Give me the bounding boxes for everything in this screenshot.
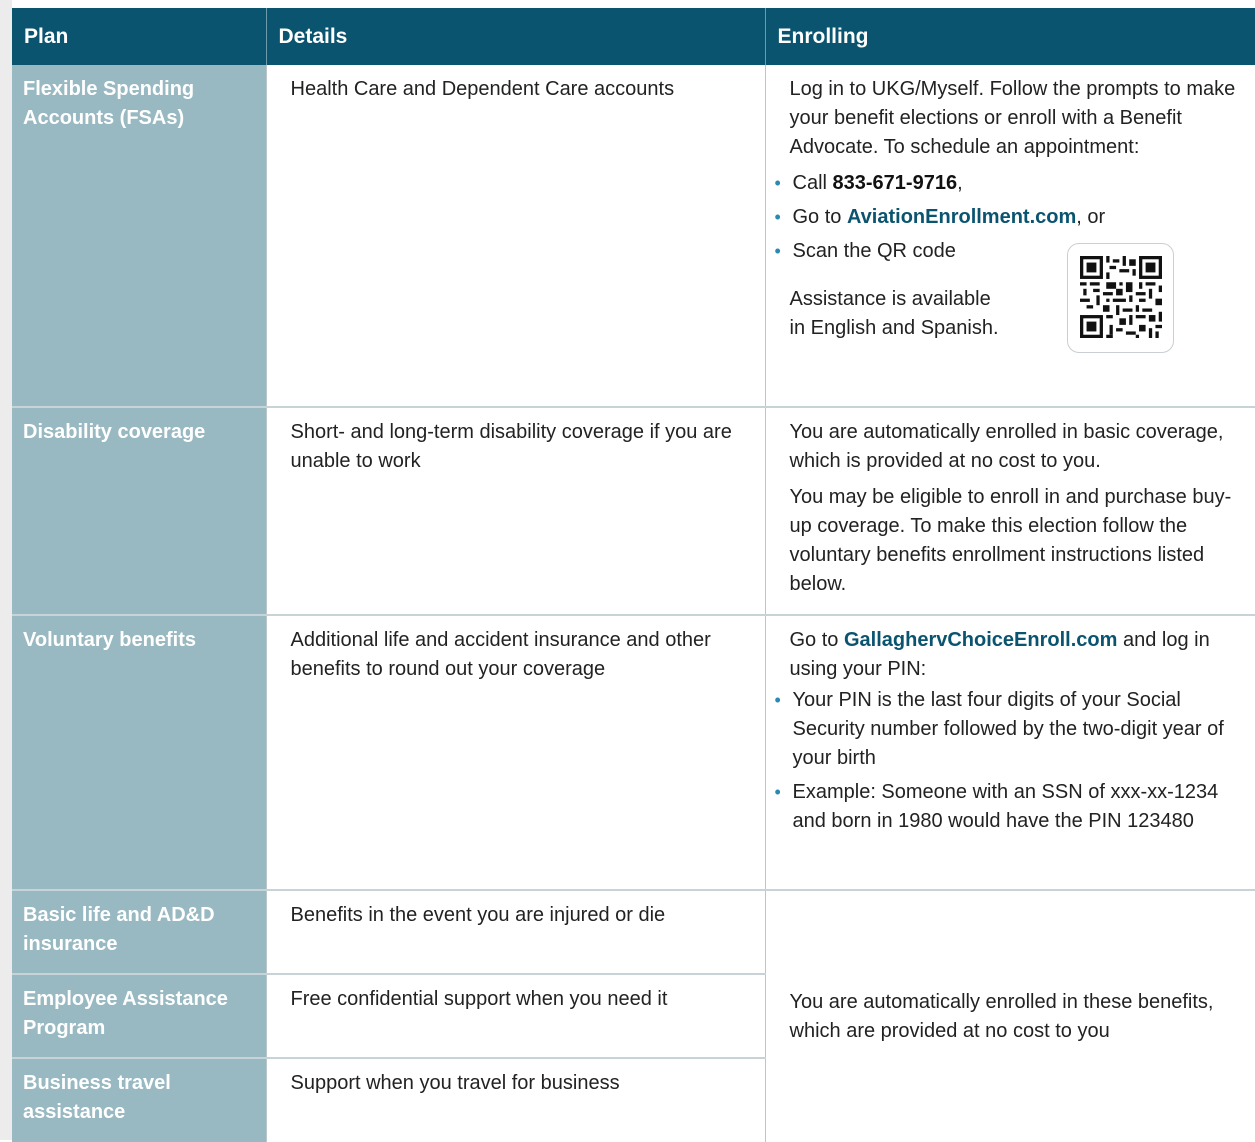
plan-name: Business travel assistance: [12, 1058, 266, 1142]
call-prefix: Call: [792, 172, 833, 194]
table-row-voluntary: [12, 615, 1255, 890]
goto-suffix: and log in using your PIN:: [789, 629, 1210, 680]
assistance-block: [790, 271, 1248, 343]
plan-name: Basic life and AD&D insurance: [12, 890, 266, 974]
list-item-goto: [776, 203, 1248, 232]
enroll-intro: Log in to UKG/Myself. Follow the prompts to make your benefit elections or enroll with a Benefit Advocate. To schedule an appointment:: [789, 78, 1236, 158]
left-margin-strip: [0, 0, 12, 1140]
gallagher-enroll-link[interactable]: GallaghervChoiceEnroll.com: [843, 629, 1118, 651]
enroll-para-2: You may be eligible to enroll in and purchase buy-up coverage. To make this election follow the voluntary benefits enrollment instructions listed below.: [789, 486, 1232, 595]
list-item-example: [776, 778, 1248, 836]
header-plan: Plan: [12, 8, 266, 65]
plan-details: Short- and long-term disability coverage if you are unable to work: [266, 407, 765, 615]
bullet-icon: •: [774, 241, 781, 261]
list-item-call: [776, 169, 1248, 198]
plan-details: Additional life and accident insurance and other benefits to round out your coverage: [266, 615, 765, 890]
enrolling-info: [765, 407, 1255, 615]
call-suffix: ,: [957, 172, 963, 194]
plan-name: Employee Assistance Program: [12, 974, 266, 1058]
assistance-line-1: Assistance is available: [789, 288, 991, 310]
plan-details: Health Care and Dependent Care accounts: [266, 65, 765, 407]
header-details: Details: [266, 8, 765, 65]
enrolling-info: [765, 65, 1255, 407]
table-row-life: [12, 890, 1255, 974]
goto-prefix: Go to: [789, 629, 844, 651]
bullet-icon: •: [774, 690, 781, 710]
enroll-para-1: You are automatically enrolled in basic coverage, which is provided at no cost to you.: [789, 421, 1224, 472]
bullet-icon: •: [774, 173, 781, 193]
bullet-icon: •: [774, 207, 781, 227]
list-item-scan: [776, 237, 1248, 266]
assistance-line-2: in English and Spanish.: [789, 317, 999, 339]
benefits-table: [12, 8, 1255, 1142]
plan-details: Free confidential support when you need it: [266, 974, 765, 1058]
plan-name: Voluntary benefits: [12, 615, 266, 890]
table-row-fsa: [12, 65, 1255, 407]
plan-details: Benefits in the event you are injured or die: [266, 890, 765, 974]
list-item-pin: [776, 686, 1248, 773]
scan-text: Scan the QR code: [792, 240, 956, 262]
pin-description: Your PIN is the last four digits of your Social Security number followed by the two-digit year of your birth: [792, 689, 1224, 769]
qr-code-icon[interactable]: [1067, 243, 1174, 353]
enroll-intro: [790, 626, 1248, 684]
goto-suffix: , or: [1076, 206, 1106, 228]
table-header: [12, 8, 1255, 65]
pin-info-list: [776, 686, 1248, 836]
goto-prefix: Go to: [792, 206, 847, 228]
enroll-options-list: [776, 169, 1248, 266]
qr-code-graphic: [1080, 256, 1162, 338]
plan-details: Support when you travel for business: [266, 1058, 765, 1142]
plan-name: Disability coverage: [12, 407, 266, 615]
phone-number[interactable]: 833-671-9716: [832, 172, 958, 194]
bullet-icon: •: [774, 782, 781, 802]
aviation-enrollment-link[interactable]: AviationEnrollment.com: [846, 206, 1077, 228]
header-enrolling: Enrolling: [765, 8, 1255, 65]
table-row-disability: [12, 407, 1255, 615]
plan-name: Flexible Spending Accounts (FSAs): [12, 65, 266, 407]
enrolling-auto: You are automatically enrolled in these benefits, which are provided at no cost to you: [789, 990, 1214, 1042]
pin-example: Example: Someone with an SSN of xxx-xx-1234 and born in 1980 would have the PIN 123480: [792, 781, 1219, 832]
enrolling-info: [765, 615, 1255, 890]
